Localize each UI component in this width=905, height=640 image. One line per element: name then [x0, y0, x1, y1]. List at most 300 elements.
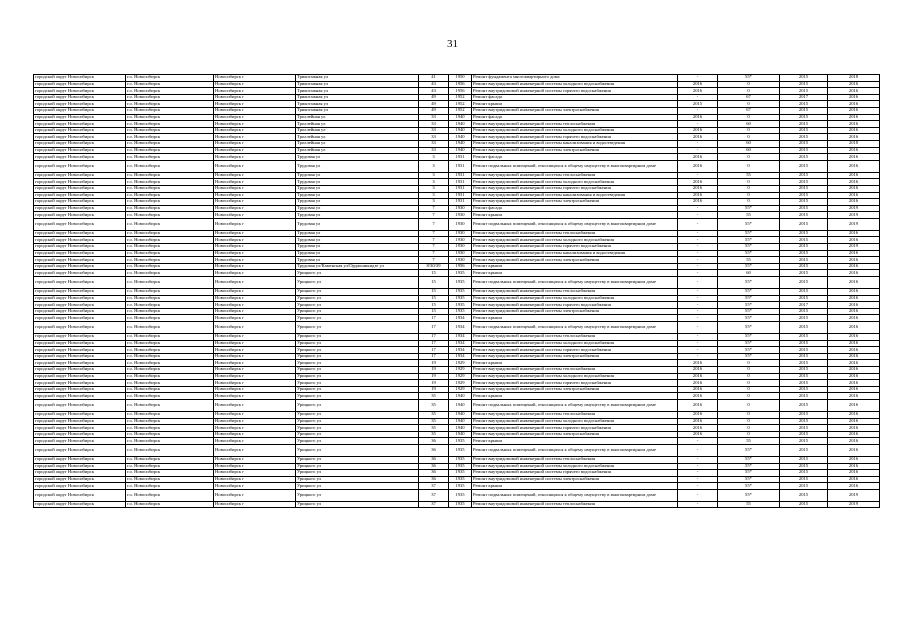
period-start-cell: 2015: [780, 366, 828, 373]
period-start-cell: 2015: [780, 172, 828, 179]
table-row: [34, 340, 880, 347]
table-row: [34, 438, 880, 445]
okrug-cell: городской округ Новосибирск: [34, 322, 126, 334]
house-cell: 35: [419, 431, 449, 438]
naselenny-punkt-cell: Новосибирск г: [214, 94, 296, 101]
okrug-cell: городской округ Новосибирск: [34, 199, 126, 206]
period-start-cell: 2015: [780, 81, 828, 88]
naselenny-punkt-cell: Новосибирск г: [214, 289, 296, 296]
naselenny-punkt-cell: Новосибирск г: [214, 107, 296, 114]
poselenie-cell: г.о. Новосибирск: [126, 140, 214, 147]
poselenie-cell: г.о. Новосибирск: [126, 270, 214, 277]
okrug-cell: городской округ Новосибирск: [34, 121, 126, 128]
poselenie-cell: г.о. Новосибирск: [126, 263, 214, 270]
table-row: [34, 147, 880, 154]
value-1-cell: -: [678, 244, 718, 251]
value-2-cell: 60: [718, 140, 780, 147]
naselenny-punkt-cell: Новосибирск г: [214, 418, 296, 425]
poselenie-cell: г.о. Новосибирск: [126, 107, 214, 114]
okrug-cell: городской округ Новосибирск: [34, 101, 126, 108]
registry-body: [34, 75, 880, 508]
period-start-cell: 2015: [780, 386, 828, 393]
year-cell: 1934: [449, 322, 472, 334]
period-start-cell: 2015: [780, 147, 828, 154]
street-cell: Трикотажная ул: [296, 88, 419, 95]
table-row: [34, 373, 880, 380]
period-end-cell: 2019: [828, 212, 880, 219]
okrug-cell: городской округ Новосибирск: [34, 212, 126, 219]
period-start-cell: 2015: [780, 360, 828, 367]
naselenny-punkt-cell: Новосибирск г: [214, 399, 296, 411]
work-type-cell: Ремонт фасада: [472, 154, 678, 161]
naselenny-punkt-cell: Новосибирск г: [214, 302, 296, 309]
street-cell: Урицкого ул: [296, 431, 419, 438]
okrug-cell: городской округ Новосибирск: [34, 81, 126, 88]
period-start-cell: 2015: [780, 380, 828, 387]
house-cell: 8/30/39: [419, 263, 449, 270]
poselenie-cell: г.о. Новосибирск: [126, 366, 214, 373]
house-cell: 17: [419, 322, 449, 334]
street-cell: Урицкого ул: [296, 425, 419, 432]
poselenie-cell: г.о. Новосибирск: [126, 257, 214, 264]
naselenny-punkt-cell: Новосибирск г: [214, 244, 296, 251]
value-1-cell: -: [678, 289, 718, 296]
naselenny-punkt-cell: Новосибирск г: [214, 121, 296, 128]
naselenny-punkt-cell: Новосибирск г: [214, 230, 296, 237]
period-end-cell: 2016: [828, 230, 880, 237]
street-cell: Урицкого ул: [296, 295, 419, 302]
work-type-cell: Ремонт внутридомовой инженерной системы электроснабжения: [472, 476, 678, 483]
period-end-cell: 2016: [828, 179, 880, 186]
year-cell: 1930: [449, 244, 472, 251]
value-2-cell: 55*: [718, 237, 780, 244]
value-2-cell: 0: [718, 134, 780, 141]
value-1-cell: -: [678, 257, 718, 264]
naselenny-punkt-cell: Новосибирск г: [214, 334, 296, 341]
poselenie-cell: г.о. Новосибирск: [126, 353, 214, 360]
table-row: [34, 257, 880, 264]
house-cell: 7: [419, 237, 449, 244]
okrug-cell: городской округ Новосибирск: [34, 160, 126, 172]
street-cell: Урицкого ул: [296, 380, 419, 387]
poselenie-cell: г.о. Новосибирск: [126, 476, 214, 483]
period-end-cell: 2019: [828, 501, 880, 508]
work-type-cell: Ремонт внутридомовой инженерной системы канализования и водоотведения: [472, 192, 678, 199]
work-type-cell: Ремонт крыши: [472, 263, 678, 270]
naselenny-punkt-cell: Новосибирск г: [214, 470, 296, 477]
value-2-cell: 60: [718, 121, 780, 128]
value-2-cell: 55*: [718, 334, 780, 341]
year-cell: 1929: [449, 366, 472, 373]
okrug-cell: городской округ Новосибирск: [34, 185, 126, 192]
period-end-cell: 2016: [828, 121, 880, 128]
poselenie-cell: г.о. Новосибирск: [126, 75, 214, 82]
period-end-cell: 2016: [828, 154, 880, 161]
house-cell: 35: [419, 399, 449, 411]
period-end-cell: 2016: [828, 373, 880, 380]
period-start-cell: 2015: [780, 75, 828, 82]
work-type-cell: Ремонт фасада: [472, 114, 678, 121]
work-type-cell: Ремонт подвальных помещений, относящихся к общему имуществу в многоквартирном доме: [472, 489, 678, 501]
work-type-cell: Ремонт фасада: [472, 94, 678, 101]
table-row: [34, 399, 880, 411]
period-end-cell: 2016: [828, 147, 880, 154]
period-end-cell: 2016: [828, 185, 880, 192]
street-cell: Трудовая ул: [296, 250, 419, 257]
value-1-cell: 2016: [678, 179, 718, 186]
value-2-cell: 0: [718, 380, 780, 387]
value-2-cell: 0: [718, 101, 780, 108]
house-cell: 7: [419, 218, 449, 230]
naselenny-punkt-cell: Новосибирск г: [214, 160, 296, 172]
table-row: [34, 386, 880, 393]
period-end-cell: 2016: [828, 399, 880, 411]
street-cell: Трикотажная ул: [296, 81, 419, 88]
value-1-cell: 2016: [678, 154, 718, 161]
table-row: [34, 302, 880, 309]
period-start-cell: 2015: [780, 340, 828, 347]
house-cell: 3: [419, 154, 449, 161]
house-cell: 33: [419, 140, 449, 147]
poselenie-cell: г.о. Новосибирск: [126, 360, 214, 367]
okrug-cell: городской округ Новосибирск: [34, 418, 126, 425]
year-cell: 1935: [449, 489, 472, 501]
year-cell: 1956: [449, 88, 472, 95]
period-start-cell: 2015: [780, 438, 828, 445]
poselenie-cell: г.о. Новосибирск: [126, 94, 214, 101]
street-cell: Урицкого ул: [296, 489, 419, 501]
year-cell: 1935: [449, 444, 472, 456]
period-start-cell: 2015: [780, 411, 828, 418]
okrug-cell: городской округ Новосибирск: [34, 295, 126, 302]
poselenie-cell: г.о. Новосибирск: [126, 244, 214, 251]
period-start-cell: 2015: [780, 179, 828, 186]
period-start-cell: 2015: [780, 199, 828, 206]
work-type-cell: Ремонт внутридомовой инженерной системы холодного водоснабжения: [472, 81, 678, 88]
work-type-cell: Ремонт крыши: [472, 483, 678, 490]
period-end-cell: 2016: [828, 289, 880, 296]
period-start-cell: 2015: [780, 322, 828, 334]
value-2-cell: 55*: [718, 476, 780, 483]
value-1-cell: 2016: [678, 425, 718, 432]
period-end-cell: 2016: [828, 411, 880, 418]
work-type-cell: Ремонт внутридомовой инженерной системы горячего водоснабжения: [472, 88, 678, 95]
year-cell: 1929: [449, 373, 472, 380]
house-cell: 3: [419, 185, 449, 192]
value-1-cell: -: [678, 353, 718, 360]
table-row: [34, 237, 880, 244]
house-cell: 49: [419, 107, 449, 114]
naselenny-punkt-cell: Новосибирск г: [214, 366, 296, 373]
year-cell: 1930: [449, 218, 472, 230]
okrug-cell: городской округ Новосибирск: [34, 353, 126, 360]
value-1-cell: 2016: [678, 192, 718, 199]
okrug-cell: городской округ Новосибирск: [34, 230, 126, 237]
work-type-cell: Ремонт внутридомовой инженерной системы холодного водоснабжения: [472, 418, 678, 425]
table-row: [34, 101, 880, 108]
okrug-cell: городской округ Новосибирск: [34, 315, 126, 322]
value-2-cell: 55*: [718, 483, 780, 490]
work-type-cell: Ремонт крыши: [472, 360, 678, 367]
okrug-cell: городской округ Новосибирск: [34, 237, 126, 244]
naselenny-punkt-cell: Новосибирск г: [214, 360, 296, 367]
street-cell: Урицкого ул: [296, 277, 419, 289]
value-1-cell: 2016: [678, 185, 718, 192]
okrug-cell: городской округ Новосибирск: [34, 347, 126, 354]
value-1-cell: -: [678, 250, 718, 257]
naselenny-punkt-cell: Новосибирск г: [214, 114, 296, 121]
value-1-cell: -: [678, 483, 718, 490]
poselenie-cell: г.о. Новосибирск: [126, 237, 214, 244]
street-cell: Урицкого ул: [296, 270, 419, 277]
street-cell: Урицкого ул: [296, 399, 419, 411]
house-cell: 49: [419, 101, 449, 108]
okrug-cell: городской округ Новосибирск: [34, 340, 126, 347]
house-cell: 17: [419, 353, 449, 360]
value-2-cell: 0: [718, 185, 780, 192]
value-2-cell: 67: [718, 94, 780, 101]
street-cell: Урицкого ул: [296, 315, 419, 322]
naselenny-punkt-cell: Новосибирск г: [214, 373, 296, 380]
year-cell: 1930: [449, 230, 472, 237]
year-cell: 1940: [449, 127, 472, 134]
period-end-cell: 2016: [828, 418, 880, 425]
period-end-cell: 2016: [828, 380, 880, 387]
street-cell: Трудовая ул: [296, 199, 419, 206]
okrug-cell: городской округ Новосибирск: [34, 134, 126, 141]
table-row: [34, 154, 880, 161]
value-2-cell: 0: [718, 399, 780, 411]
value-2-cell: 0: [718, 88, 780, 95]
year-cell: 1931: [449, 160, 472, 172]
year-cell: 1935: [449, 483, 472, 490]
house-cell: 17: [419, 347, 449, 354]
year-cell: 1935: [449, 470, 472, 477]
work-type-cell: Ремонт внутридомовой инженерной системы электроснабжения: [472, 386, 678, 393]
work-type-cell: Ремонт внутридомовой инженерной системы теплоснабжения: [472, 501, 678, 508]
work-type-cell: Ремонт внутридомовой инженерной системы электроснабжения: [472, 257, 678, 264]
street-cell: Трикотажная ул: [296, 101, 419, 108]
house-cell: 7: [419, 244, 449, 251]
period-end-cell: 2016: [828, 302, 880, 309]
table-row: [34, 172, 880, 179]
period-start-cell: 2015: [780, 334, 828, 341]
value-2-cell: 60: [718, 270, 780, 277]
table-row: [34, 366, 880, 373]
table-row: [34, 199, 880, 206]
house-cell: 19: [419, 380, 449, 387]
okrug-cell: городской округ Новосибирск: [34, 172, 126, 179]
value-1-cell: -: [678, 212, 718, 219]
table-row: [34, 263, 880, 270]
okrug-cell: городской округ Новосибирск: [34, 431, 126, 438]
table-row: [34, 250, 880, 257]
poselenie-cell: г.о. Новосибирск: [126, 418, 214, 425]
period-start-cell: 2015: [780, 218, 828, 230]
period-end-cell: 2016: [828, 94, 880, 101]
street-cell: Трудовая ул: [296, 257, 419, 264]
work-type-cell: Ремонт внутридомовой инженерной системы теплоснабжения: [472, 456, 678, 463]
naselenny-punkt-cell: Новосибирск г: [214, 237, 296, 244]
period-end-cell: 2016: [828, 270, 880, 277]
poselenie-cell: г.о. Новосибирск: [126, 192, 214, 199]
house-cell: 3: [419, 172, 449, 179]
value-2-cell: 55*: [718, 205, 780, 212]
period-end-cell: 2016: [828, 444, 880, 456]
period-end-cell: 2016: [828, 322, 880, 334]
period-start-cell: 2015: [780, 107, 828, 114]
value-2-cell: 55*: [718, 230, 780, 237]
work-type-cell: Ремонт внутридомовой инженерной системы теплоснабжения: [472, 411, 678, 418]
okrug-cell: городской округ Новосибирск: [34, 463, 126, 470]
value-2-cell: 55*: [718, 322, 780, 334]
house-cell: 19: [419, 373, 449, 380]
year-cell: 1935: [449, 302, 472, 309]
okrug-cell: городской округ Новосибирск: [34, 456, 126, 463]
poselenie-cell: г.о. Новосибирск: [126, 386, 214, 393]
okrug-cell: городской округ Новосибирск: [34, 470, 126, 477]
house-cell: 3: [419, 199, 449, 206]
value-2-cell: 55*: [718, 340, 780, 347]
year-cell: 1931: [449, 192, 472, 199]
poselenie-cell: г.о. Новосибирск: [126, 334, 214, 341]
naselenny-punkt-cell: Новосибирск г: [214, 147, 296, 154]
year-cell: 1950: [449, 75, 472, 82]
house-cell: 19: [419, 366, 449, 373]
period-end-cell: 2016: [828, 114, 880, 121]
poselenie-cell: г.о. Новосибирск: [126, 185, 214, 192]
value-1-cell: 2016: [678, 411, 718, 418]
okrug-cell: городской округ Новосибирск: [34, 334, 126, 341]
value-1-cell: -: [678, 147, 718, 154]
street-cell: Трудовая ул: [296, 218, 419, 230]
work-type-cell: Ремонт подвальных помещений, относящихся к общему имуществу в многоквартирном доме: [472, 218, 678, 230]
street-cell: Трудовая ул: [296, 172, 419, 179]
value-1-cell: 2016: [678, 114, 718, 121]
year-cell: 1940: [449, 418, 472, 425]
table-row: [34, 212, 880, 219]
period-start-cell: 2015: [780, 463, 828, 470]
year-cell: 1934: [449, 340, 472, 347]
house-cell: 36: [419, 444, 449, 456]
period-end-cell: 2016: [828, 263, 880, 270]
year-cell: 1952: [449, 101, 472, 108]
naselenny-punkt-cell: Новосибирск г: [214, 295, 296, 302]
naselenny-punkt-cell: Новосибирск г: [214, 431, 296, 438]
okrug-cell: городской округ Новосибирск: [34, 75, 126, 82]
street-cell: Трикотажная ул: [296, 75, 419, 82]
poselenie-cell: г.о. Новосибирск: [126, 444, 214, 456]
value-1-cell: -: [678, 218, 718, 230]
period-start-cell: 2015: [780, 263, 828, 270]
table-row: [34, 411, 880, 418]
poselenie-cell: г.о. Новосибирск: [126, 127, 214, 134]
period-end-cell: 2019: [828, 489, 880, 501]
work-type-cell: Ремонт внутридомовой инженерной системы холодного водоснабжения: [472, 463, 678, 470]
work-type-cell: Ремонт внутридомовой инженерной системы электроснабжения: [472, 431, 678, 438]
poselenie-cell: г.о. Новосибирск: [126, 302, 214, 309]
naselenny-punkt-cell: Новосибирск г: [214, 127, 296, 134]
naselenny-punkt-cell: Новосибирск г: [214, 489, 296, 501]
period-start-cell: 2015: [780, 127, 828, 134]
period-end-cell: 2016: [828, 353, 880, 360]
poselenie-cell: г.о. Новосибирск: [126, 199, 214, 206]
table-row: [34, 431, 880, 438]
value-1-cell: -: [678, 277, 718, 289]
naselenny-punkt-cell: Новосибирск г: [214, 172, 296, 179]
okrug-cell: городской округ Новосибирск: [34, 483, 126, 490]
work-type-cell: Ремонт крыши: [472, 438, 678, 445]
street-cell: Трудовая ул: [296, 230, 419, 237]
street-cell: Урицкого ул: [296, 444, 419, 456]
house-cell: 33: [419, 121, 449, 128]
street-cell: Урицкого ул: [296, 456, 419, 463]
value-2-cell: 55*: [718, 315, 780, 322]
work-type-cell: Ремонт внутридомовой инженерной системы горячего водоснабжения: [472, 380, 678, 387]
street-cell: Трудовая ул: [296, 185, 419, 192]
table-row: [34, 393, 880, 400]
street-cell: Трудовая ул: [296, 237, 419, 244]
work-type-cell: Ремонт внутридомовой инженерной системы канализования и водоотведения: [472, 140, 678, 147]
okrug-cell: городской округ Новосибирск: [34, 257, 126, 264]
year-cell: 1952: [449, 107, 472, 114]
period-start-cell: 2015: [780, 315, 828, 322]
naselenny-punkt-cell: Новосибирск г: [214, 380, 296, 387]
period-start-cell: 2015: [780, 393, 828, 400]
house-cell: 43: [419, 88, 449, 95]
street-cell: Урицкого ул: [296, 360, 419, 367]
period-start-cell: 2015: [780, 185, 828, 192]
year-cell: 1940: [449, 134, 472, 141]
okrug-cell: городской округ Новосибирск: [34, 411, 126, 418]
house-cell: 36: [419, 476, 449, 483]
table-row: [34, 114, 880, 121]
okrug-cell: городской округ Новосибирск: [34, 366, 126, 373]
poselenie-cell: г.о. Новосибирск: [126, 425, 214, 432]
year-cell: 1930: [449, 237, 472, 244]
house-cell: 7: [419, 230, 449, 237]
street-cell: Урицкого ул: [296, 463, 419, 470]
house-cell: 37: [419, 501, 449, 508]
period-end-cell: 2016: [828, 250, 880, 257]
poselenie-cell: г.о. Новосибирск: [126, 160, 214, 172]
year-cell: 1935: [449, 456, 472, 463]
street-cell: Троллейная ул: [296, 127, 419, 134]
house-cell: 7: [419, 212, 449, 219]
house-cell: 43: [419, 81, 449, 88]
value-2-cell: 0: [718, 192, 780, 199]
poselenie-cell: г.о. Новосибирск: [126, 489, 214, 501]
poselenie-cell: г.о. Новосибирск: [126, 147, 214, 154]
value-2-cell: 0: [718, 366, 780, 373]
house-cell: 15: [419, 302, 449, 309]
value-1-cell: -: [678, 270, 718, 277]
okrug-cell: городской округ Новосибирск: [34, 380, 126, 387]
year-cell: 1934: [449, 334, 472, 341]
house-cell: 19: [419, 360, 449, 367]
work-type-cell: Ремонт внутридомовой инженерной системы холодного водоснабжения: [472, 179, 678, 186]
year-cell: 1929: [449, 380, 472, 387]
poselenie-cell: г.о. Новосибирск: [126, 114, 214, 121]
poselenie-cell: г.о. Новосибирск: [126, 295, 214, 302]
work-type-cell: Ремонт внутридомовой инженерной системы теплоснабжения: [472, 121, 678, 128]
house-cell: 15: [419, 270, 449, 277]
street-cell: Трудовая ул: [296, 212, 419, 219]
work-type-cell: Ремонт подвальных помещений, относящихся к общему имуществу в многоквартирном доме: [472, 322, 678, 334]
period-start-cell: 2015: [780, 160, 828, 172]
period-start-cell: 2015: [780, 444, 828, 456]
work-type-cell: Ремонт внутридомовой инженерной системы горячего водоснабжения: [472, 302, 678, 309]
